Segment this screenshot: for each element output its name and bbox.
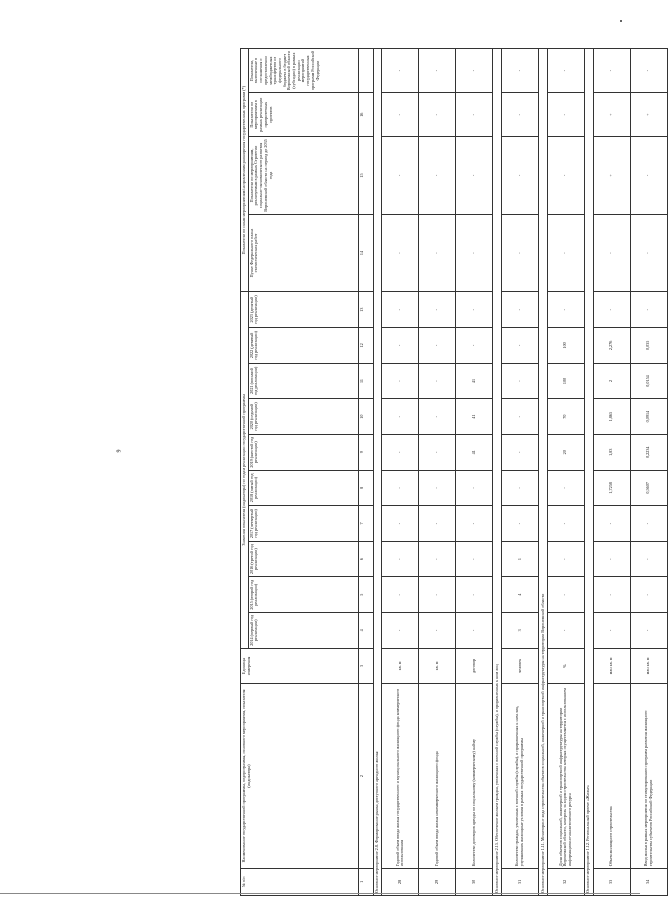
row-value: - [382, 577, 419, 613]
row-value: - [419, 506, 456, 542]
row-value: 1,83 [593, 434, 630, 470]
column-number: 14 [358, 214, 373, 292]
row-value: - [630, 613, 667, 649]
header-group-values: Значения показателя (индикатора) по годам реализации государственной программы [241, 292, 249, 648]
row-name: Количество граждан, уволенных с военной службы (службы), и приравненных к ним лиц, улучшивших жилищные условия в рамках государственной программы [502, 684, 539, 868]
scan-speck [620, 20, 622, 22]
row-value: - [547, 292, 584, 328]
row-number: 28 [382, 868, 419, 895]
section-title: Основное мероприятие 2.8. Формирование рынка доступного арендного жилья [373, 49, 382, 896]
row-value: - [419, 292, 456, 328]
row-unit: млн кв. м [593, 648, 630, 684]
row-value: - [419, 541, 456, 577]
row-flag-c14: - [419, 137, 456, 215]
page-bottom-rule [0, 893, 640, 894]
column-number: 11 [358, 363, 373, 399]
row-flag-c16: - [593, 49, 630, 93]
row-value: - [382, 328, 419, 364]
row-flag-c15: - [547, 93, 584, 137]
row-flag-c13: - [382, 214, 419, 292]
row-flag-c16: - [419, 49, 456, 93]
row-unit: кв. м [419, 648, 456, 684]
header-year: 2021 (восьмой год реализации) [248, 363, 358, 399]
section-row [584, 49, 593, 896]
header-year: 2014 (первый год реализации) [248, 613, 358, 649]
row-flag-c15: - [419, 93, 456, 137]
row-value: - [502, 399, 539, 435]
row-number: 34 [630, 868, 667, 895]
row-flag-c15: + [630, 93, 667, 137]
row-value: 41 [456, 363, 493, 399]
row-value: - [547, 470, 584, 506]
row-number: 33 [593, 868, 630, 895]
row-value: 4 [502, 577, 539, 613]
indicators-table [240, 48, 668, 896]
header-year: 2020 (седьмой год реализации) [248, 399, 358, 435]
column-number: 2 [358, 684, 373, 868]
row-value: 0,2234 [630, 434, 667, 470]
row-value: 20 [547, 434, 584, 470]
row-value: - [419, 399, 456, 435]
row-value: - [382, 434, 419, 470]
table-row [547, 49, 584, 896]
section-title: Основное мероприятие 1.11. Мониторинг хода строительства объектов социальной, инженерной и транспортной инфраструктуры на территории Воронежской области [539, 49, 548, 896]
row-flag-c16: - [456, 49, 493, 93]
header-year: 2022 (девятый год реализации) [248, 328, 358, 364]
row-value: 2 [593, 363, 630, 399]
row-value: - [419, 328, 456, 364]
table-row [502, 49, 539, 896]
row-value: - [502, 363, 539, 399]
column-number: 13 [358, 292, 373, 328]
column-number: 9 [358, 434, 373, 470]
table-row [419, 49, 456, 896]
header-name: Наименование государственной программы, подпрограммы, основного мероприятия, показателя (индикатора) [241, 684, 359, 868]
row-value: - [382, 613, 419, 649]
row-number: 30 [456, 868, 493, 895]
row-name: Количество договоров аренды по социальному (коммерческому) найму [456, 684, 493, 868]
row-value: - [502, 328, 539, 364]
row-unit: человек [502, 648, 539, 684]
header-col14: Показатели по мероприятиям, реализуемым в рамках Стратегии социально-экономического развития Воронежской области на период до 2035 года [248, 137, 358, 215]
row-flag-c16: - [502, 49, 539, 93]
section-row [539, 49, 548, 896]
row-flag-c15: - [382, 93, 419, 137]
table-body [373, 49, 667, 896]
row-flag-c13: - [419, 214, 456, 292]
header-col13: Пункт Федерального плана статистических работ [248, 214, 358, 292]
column-number-blank [358, 49, 373, 93]
row-value: - [419, 613, 456, 649]
row-value: - [630, 577, 667, 613]
row-value: 3 [502, 613, 539, 649]
row-flag-c14: - [382, 137, 419, 215]
row-value: 1 [502, 541, 539, 577]
row-value: - [456, 506, 493, 542]
row-value: - [419, 434, 456, 470]
row-flag-c13: - [630, 214, 667, 292]
section-title: Основное мероприятие 1.12. Региональный проект «Жилье» [584, 49, 593, 896]
row-value: - [382, 541, 419, 577]
header-num: № п/п [241, 868, 359, 895]
row-flag-c15: - [502, 93, 539, 137]
column-number: 4 [358, 613, 373, 649]
row-flag-c13: - [593, 214, 630, 292]
row-value: - [630, 506, 667, 542]
column-number: 1 [358, 868, 373, 895]
header-unit: Единицы измерения [241, 648, 359, 684]
row-flag-c14: - [502, 137, 539, 215]
column-number: 6 [358, 541, 373, 577]
row-flag-c15: - [456, 93, 493, 137]
row-value: - [382, 470, 419, 506]
column-number: 16 [358, 93, 373, 137]
row-value: 2,276 [593, 328, 630, 364]
row-value: - [419, 470, 456, 506]
row-value: - [593, 292, 630, 328]
row-value: - [547, 613, 584, 649]
row-unit: млн кв. м [630, 648, 667, 684]
row-flag-c14: + [593, 137, 630, 215]
header-group-calc: Показатели по иным мероприятиям/направлениям расширения государственных программ (*) [241, 49, 249, 292]
row-value: - [593, 541, 630, 577]
section-row [373, 49, 382, 896]
table-row [456, 49, 493, 896]
row-flag-c15: + [593, 93, 630, 137]
row-flag-c13: - [547, 214, 584, 292]
row-flag-c16: - [547, 49, 584, 93]
row-value: - [456, 470, 493, 506]
row-value: - [456, 613, 493, 649]
column-number: 10 [358, 399, 373, 435]
rotated-page [240, 48, 668, 896]
row-value: - [593, 577, 630, 613]
column-number: 12 [358, 328, 373, 364]
row-flag-c16: - [630, 49, 667, 93]
header-year: 2017 (четвертый год реализации) [248, 506, 358, 542]
row-name: Ввод жилья в рамках мероприятия по стимулированию программ развития жилищного строительства субъектов Российской Федерации [630, 684, 667, 868]
row-value: - [382, 292, 419, 328]
row-value: - [593, 613, 630, 649]
row-value: 0,0914 [630, 399, 667, 435]
header-year: 2019 (шестой год реализации) [248, 434, 358, 470]
row-value: - [382, 363, 419, 399]
section-row [493, 49, 502, 896]
row-value: - [502, 292, 539, 328]
row-value: - [547, 577, 584, 613]
column-number: 7 [358, 506, 373, 542]
column-number: 15 [358, 137, 373, 215]
row-number: 29 [419, 868, 456, 895]
row-name: Годовой объем ввода жилья государственного и муниципального жилищного фонда коммерческого использования [382, 684, 419, 868]
row-number: 32 [547, 868, 584, 895]
header-year: 2023 (десятый год реализации) [248, 292, 358, 328]
row-value: - [456, 292, 493, 328]
row-value: 41 [456, 399, 493, 435]
row-value: 0,5607 [630, 470, 667, 506]
column-number: 5 [358, 577, 373, 613]
row-value: 1,865 [593, 399, 630, 435]
row-value: - [456, 328, 493, 364]
row-value: - [419, 363, 456, 399]
page-number: 9 [116, 449, 123, 453]
row-value: - [593, 506, 630, 542]
row-value: - [502, 434, 539, 470]
row-value: 70 [547, 399, 584, 435]
row-flag-c13: - [456, 214, 493, 292]
header-year: 2018 (пятый год реализации) [248, 470, 358, 506]
row-unit: договор [456, 648, 493, 684]
row-flag-c16: - [382, 49, 419, 93]
table-row [593, 49, 630, 896]
column-numbers-row [358, 49, 373, 896]
row-unit: кв. м [382, 648, 419, 684]
row-value: 0,035 [630, 328, 667, 364]
row-flag-c14: - [456, 137, 493, 215]
row-value: - [502, 506, 539, 542]
row-flag-c13: - [502, 214, 539, 292]
column-number: 8 [358, 470, 373, 506]
row-unit: % [547, 648, 584, 684]
row-value: - [547, 541, 584, 577]
header-col16: Показатели, включенные в соглашения о предоставлении межбюджетных трансфертов из федерального бюджета в бюджет Воронежской области (субсидии) в рамках реализации мероприятий государственных программ Российской Федерации [248, 49, 358, 93]
row-value: 100 [547, 328, 584, 364]
row-value: 100 [547, 363, 584, 399]
row-value: 41 [456, 434, 493, 470]
table-row [382, 49, 419, 896]
header-col15: Показатели по мероприятиям в рамках реализации приоритетных проектов [248, 93, 358, 137]
column-number: 3 [358, 648, 373, 684]
header-year: 2015 (второй год реализации) [248, 577, 358, 613]
table-row [630, 49, 667, 896]
row-value: - [419, 577, 456, 613]
section-title: Основное мероприятие 2.15. Обеспечение жильем граждан, уволенных с военной службы (службы), и приравненных к ним лиц [493, 49, 502, 896]
row-value: - [502, 470, 539, 506]
row-flag-c14: - [630, 137, 667, 215]
row-value: - [456, 577, 493, 613]
row-name: Годовой объем ввода жилья некоммерческого жилищного фонда [419, 684, 456, 868]
row-value: - [547, 506, 584, 542]
row-name: Доля объектов социальной, инженерной и транспортной инфраструктуры на территории Воронежской области, контроль за ходом строительства которых осуществляется с использованием информационно-аналитического ресурса [547, 684, 584, 868]
row-value: - [630, 541, 667, 577]
row-value: 0,0154 [630, 363, 667, 399]
row-value: - [382, 399, 419, 435]
row-flag-c14: - [547, 137, 584, 215]
row-value: - [456, 541, 493, 577]
header-year: 2016 (третий год реализации) [248, 541, 358, 577]
row-value: - [382, 506, 419, 542]
row-name: Объем жилищного строительства [593, 684, 630, 868]
row-value: - [630, 292, 667, 328]
row-number: 31 [502, 868, 539, 895]
row-value: 1,7258 [593, 470, 630, 506]
